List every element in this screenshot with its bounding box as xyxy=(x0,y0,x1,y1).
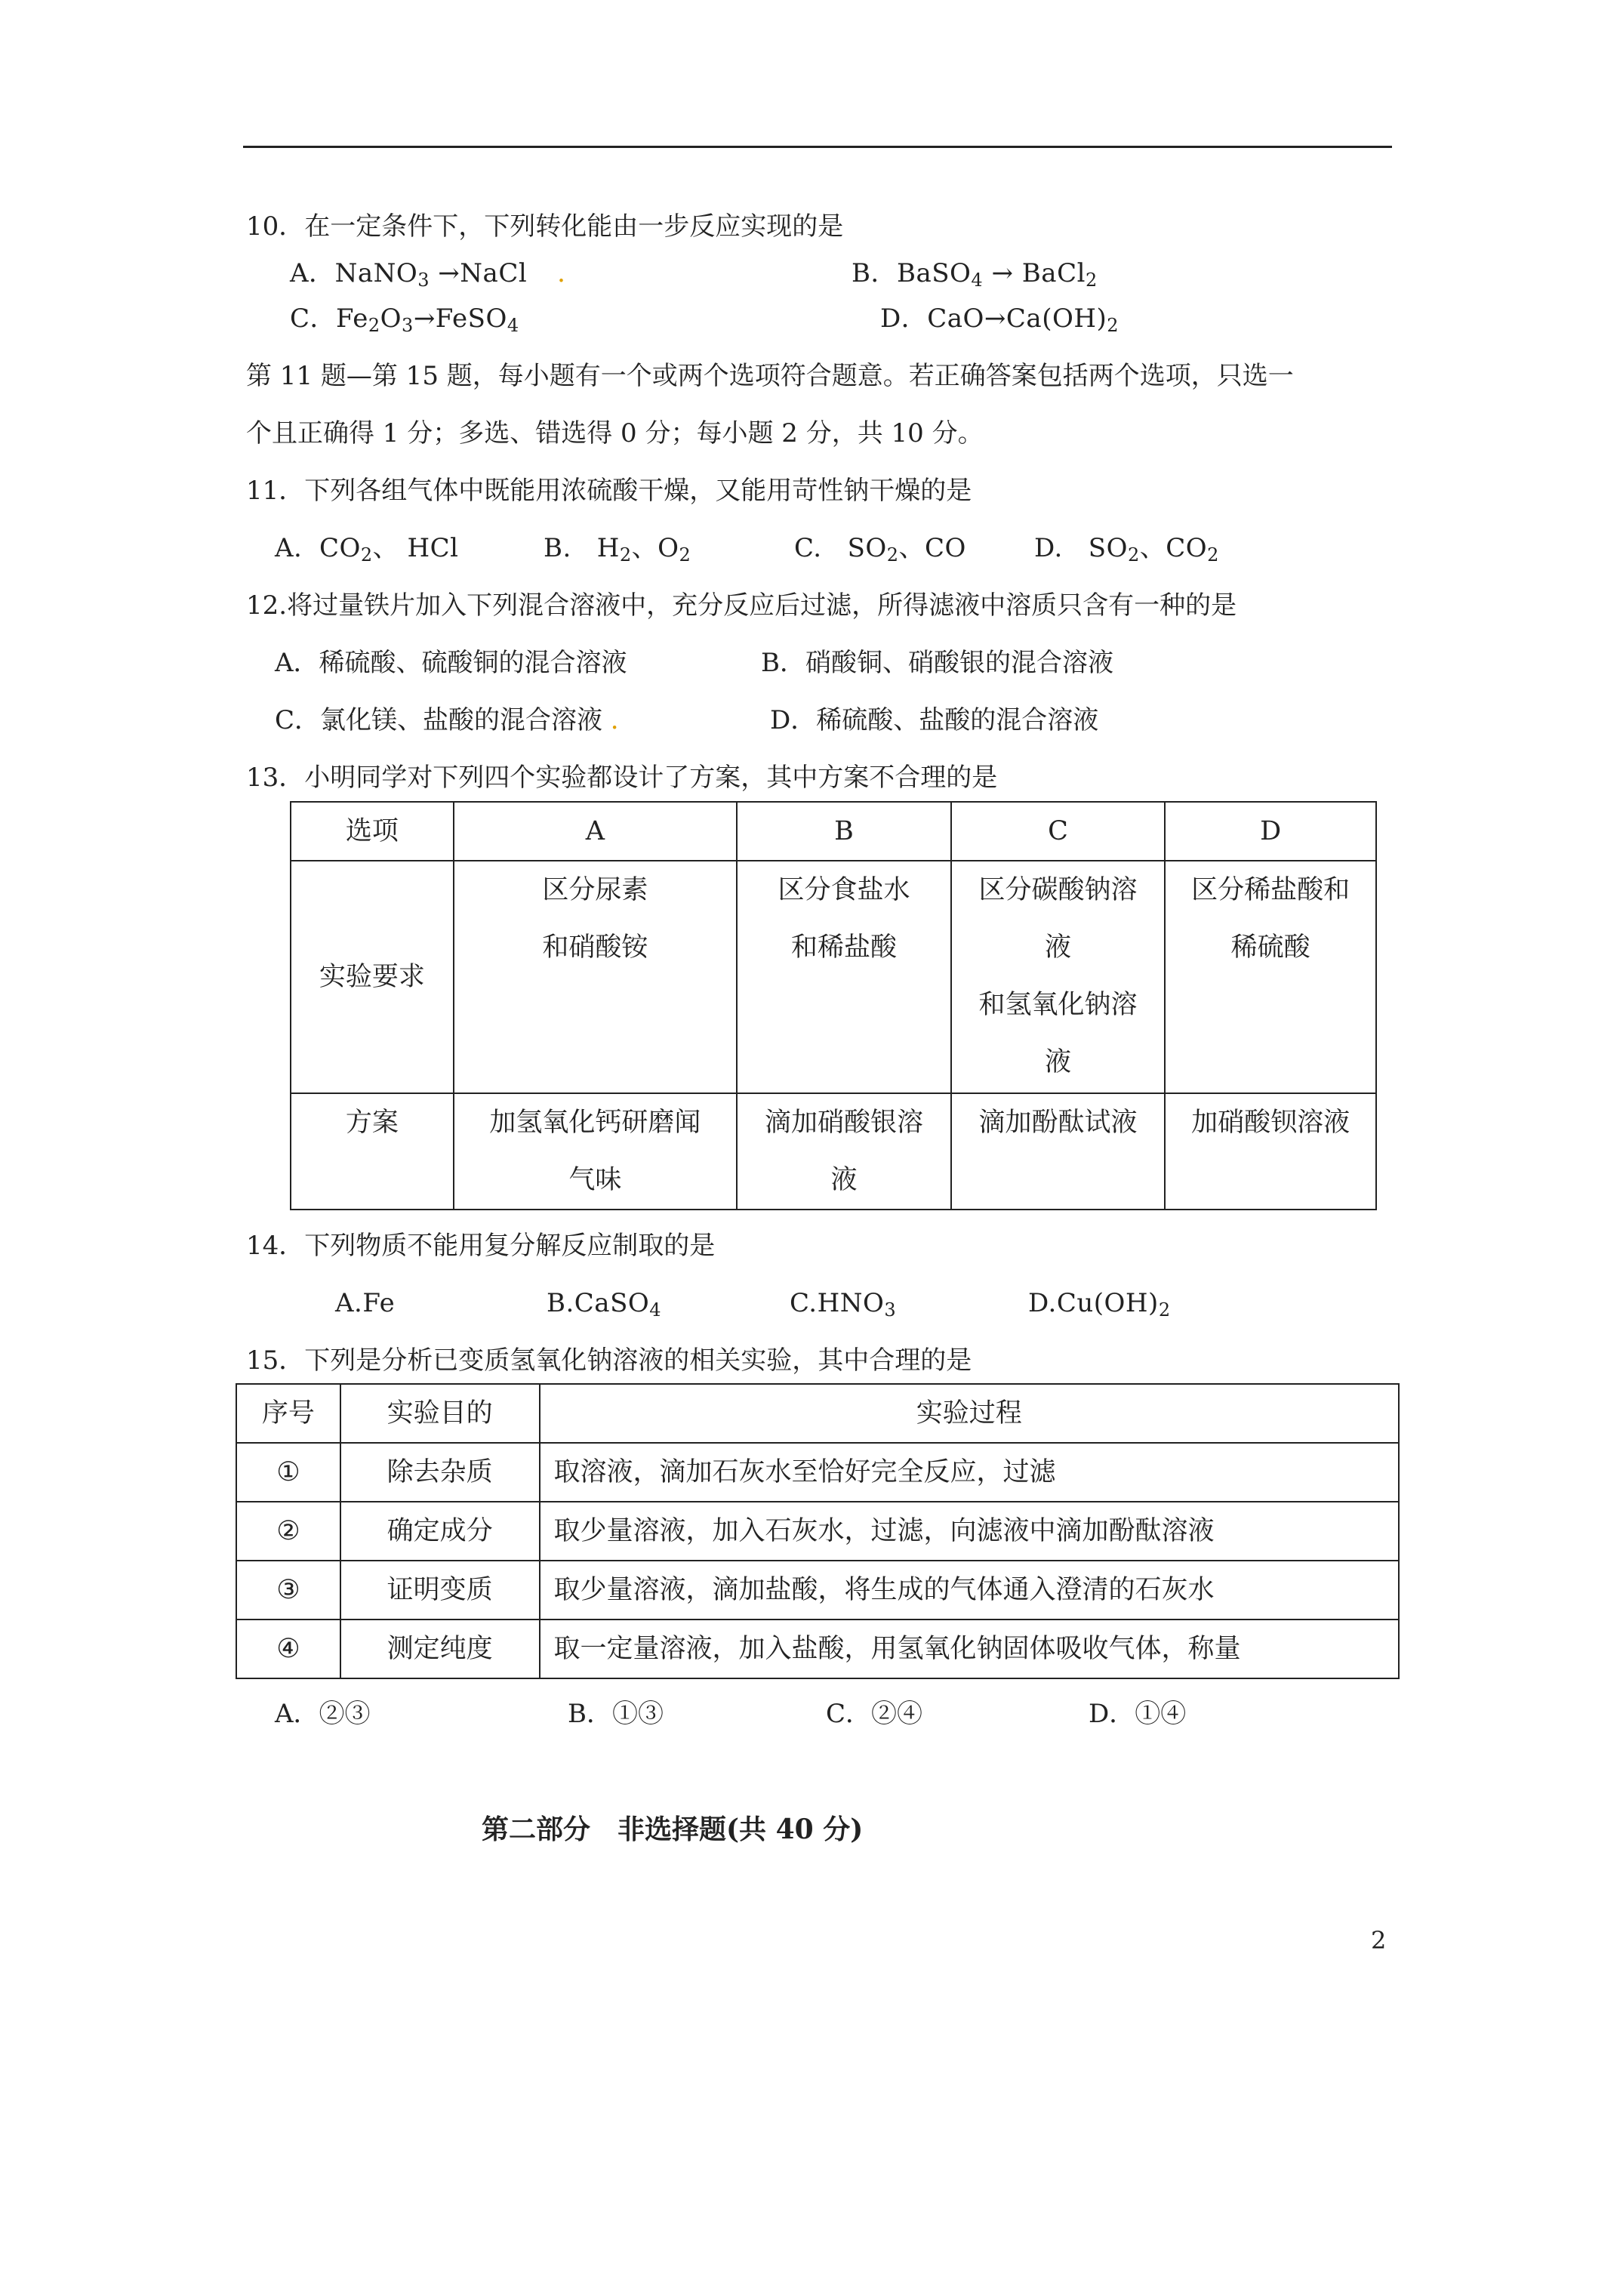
q15-option-b: B．①③ xyxy=(568,1699,664,1729)
q13-requirement-a: 区分尿素 和硝酸铵 xyxy=(454,861,737,1093)
q13-header-c: C xyxy=(951,802,1166,861)
q15-row-number: ② xyxy=(236,1502,340,1561)
q15-row-number: ① xyxy=(236,1443,340,1502)
q13-header-a: A xyxy=(454,802,737,861)
q13-plan-label: 方案 xyxy=(291,1093,454,1210)
q12-option-a: A．稀硫酸、硫酸铜的混合溶液 xyxy=(275,648,627,678)
q10-option-a: A．NaNO$_3$ →NaCl ． xyxy=(290,258,584,291)
q10-option-d: D．$CaO\to Ca(OH)_2$ xyxy=(880,304,1119,336)
q13-plan-c: 滴加酚酞试液 xyxy=(951,1093,1166,1210)
q15-table xyxy=(236,1383,1400,1679)
q13-plan-a: 加氢氧化钙研磨闻 气味 xyxy=(454,1093,737,1210)
q13-requirement-d: 区分稀盐酸和 稀硫酸 xyxy=(1165,861,1376,1093)
q15-option-c: C．②④ xyxy=(826,1699,923,1729)
q10-option-b: B．BaSO$_4$ → BaCl$_2$ xyxy=(852,258,1098,291)
q15-row-process: 取少量溶液，加入石灰水，过滤，向滤液中滴加酚酞溶液 xyxy=(540,1502,1400,1561)
page-number: 2 xyxy=(1371,1926,1387,1955)
q15-row-purpose: 确定成分 xyxy=(340,1502,540,1561)
q15-option-a: A．②③ xyxy=(275,1699,371,1729)
q10-option-c: C．$Fe_2O_3\to FeSO_4$ xyxy=(290,304,519,336)
q15-header-process: 实验过程 xyxy=(540,1384,1400,1443)
q13-header-d: D xyxy=(1165,802,1376,861)
q15-header-row xyxy=(236,1384,1399,1443)
q15-header-number: 序号 xyxy=(236,1384,340,1443)
q12-option-d: D．稀硫酸、盐酸的混合溶液 xyxy=(770,705,1099,735)
q12-stem: 12.将过量铁片加入下列混合溶液中，充分反应后过滤，所得滤液中溶质只含有一种的是 xyxy=(246,590,1237,621)
q13-header-b: B xyxy=(737,802,951,861)
instructions-line-1: 第 11 题—第 15 题，每小题有一个或两个选项符合题意。若正确答案包括两个选项，只选一 xyxy=(246,361,1294,391)
q13-requirement-row xyxy=(291,861,1376,1093)
table-row xyxy=(236,1502,1399,1561)
q15-row-purpose: 除去杂质 xyxy=(340,1443,540,1502)
q13-plan-b: 滴加硝酸银溶 液 xyxy=(737,1093,951,1210)
q10-stem: 10．在一定条件下，下列转化能由一步反应实现的是 xyxy=(246,211,844,242)
q14-option-b: B.CaSO$_4$ xyxy=(547,1288,662,1321)
table-row xyxy=(236,1620,1399,1678)
q14-option-a: A.Fe xyxy=(335,1288,396,1318)
table-row xyxy=(236,1561,1399,1620)
header-rule xyxy=(243,146,1392,148)
q15-row-number: ③ xyxy=(236,1561,340,1620)
q14-stem: 14．下列物质不能用复分解反应制取的是 xyxy=(246,1231,716,1261)
q15-option-d: D．①④ xyxy=(1089,1699,1187,1729)
q11-option-d: D. $SO_2$、$CO_2$ xyxy=(1034,533,1219,566)
table-row xyxy=(236,1443,1399,1502)
q11-stem: 11．下列各组气体中既能用浓硫酸干燥，又能用苛性钠干燥的是 xyxy=(246,476,972,506)
q13-plan-row xyxy=(291,1093,1376,1210)
q14-option-c: $C.HNO_3$ xyxy=(790,1288,897,1321)
q13-header-option: 选项 xyxy=(291,802,454,861)
q11-option-c: C. $SO_2$、CO xyxy=(794,533,966,566)
q15-row-number: ④ xyxy=(236,1620,340,1678)
q13-header-row xyxy=(291,802,1376,861)
q15-row-purpose: 证明变质 xyxy=(340,1561,540,1620)
q15-header-purpose: 实验目的 xyxy=(340,1384,540,1443)
section-title: 第二部分 非选择题(共 40 分) xyxy=(482,1814,864,1845)
q14-option-d: $D.Cu(OH)_2$ xyxy=(1028,1288,1171,1321)
instructions-line-2: 个且正确得 1 分；多选、错选得 0 分；每小题 2 分，共 10 分。 xyxy=(246,418,984,448)
q13-requirement-c: 区分碳酸钠溶 液 和氢氧化钠溶 液 xyxy=(951,861,1166,1093)
q13-requirement-label: 实验要求 xyxy=(291,861,454,1093)
q13-requirement-b: 区分食盐水 和稀盐酸 xyxy=(737,861,951,1093)
q13-stem: 13．小明同学对下列四个实验都设计了方案，其中方案不合理的是 xyxy=(246,763,998,793)
q15-row-purpose: 测定纯度 xyxy=(340,1620,540,1678)
q15-row-process: 取一定量溶液，加入盐酸，用氢氧化钠固体吸收气体，称量 xyxy=(540,1620,1400,1678)
q13-plan-d: 加硝酸钡溶液 xyxy=(1165,1093,1376,1210)
q15-row-process: 取少量溶液，滴加盐酸，将生成的气体通入澄清的石灰水 xyxy=(540,1561,1400,1620)
q15-stem: 15．下列是分析已变质氢氧化钠溶液的相关实验，其中合理的是 xyxy=(246,1345,972,1376)
q12-option-c: C．氯化镁、盐酸的混合溶液 ． xyxy=(275,705,636,735)
q11-option-b: B. $H_2$、$O_2$ xyxy=(544,533,691,566)
q11-option-a: A. $CO_2$、 HCl xyxy=(275,533,459,566)
q12-option-b: B．硝酸铜、硝酸银的混合溶液 xyxy=(761,648,1113,678)
q15-row-process: 取溶液，滴加石灰水至恰好完全反应，过滤 xyxy=(540,1443,1400,1502)
q13-table xyxy=(290,801,1377,1210)
